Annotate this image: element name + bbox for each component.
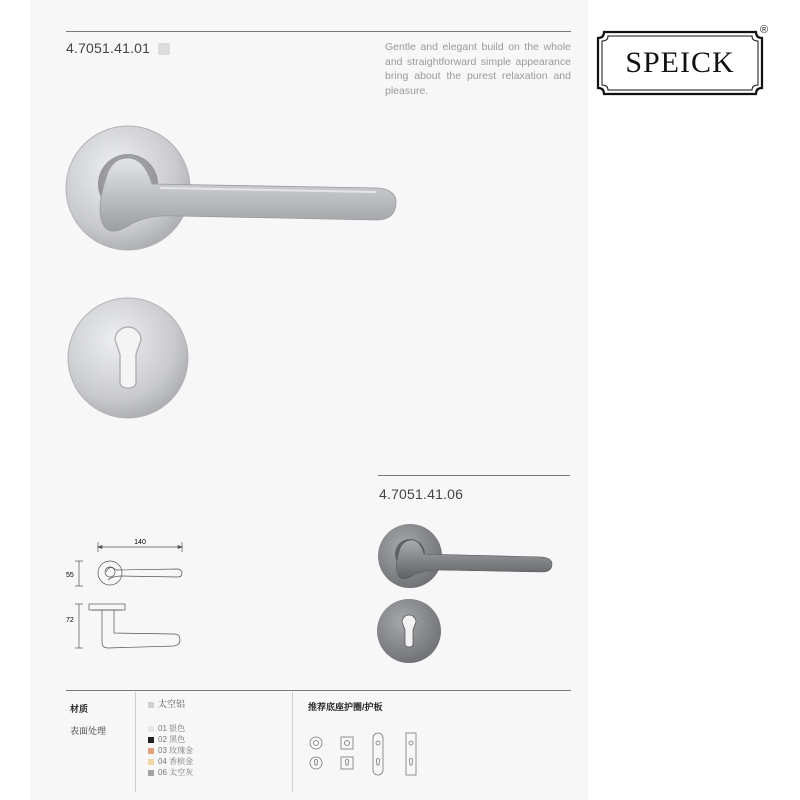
keyhole-rose-gray bbox=[376, 598, 442, 664]
product-code-top bbox=[66, 40, 170, 56]
finish-item bbox=[148, 756, 193, 767]
material-swatch bbox=[148, 702, 154, 708]
brand-logo bbox=[596, 30, 764, 96]
rose-options-icons bbox=[304, 730, 424, 778]
brand-name: SPEICK bbox=[625, 46, 735, 79]
finish-swatch-space-gray bbox=[148, 770, 154, 776]
material-value bbox=[148, 699, 185, 710]
finish-swatch-champagne bbox=[148, 759, 154, 765]
keyhole-rose-silver bbox=[66, 296, 190, 420]
top-rule bbox=[66, 31, 571, 32]
finish-label: 01 银色 bbox=[158, 724, 186, 733]
round-keyhole-icon bbox=[310, 757, 322, 769]
finish-swatch-rose-gold bbox=[148, 748, 154, 754]
dimension-rose-height: 55 bbox=[66, 572, 74, 579]
lever-handle-gray bbox=[374, 520, 554, 592]
finish-label: 02 黑色 bbox=[158, 735, 186, 744]
product-code-second: 4.7051.41.06 bbox=[379, 486, 464, 502]
dimension-projection: 72 bbox=[66, 617, 74, 624]
finish-swatch bbox=[158, 43, 170, 55]
finish-label: 04 香槟金 bbox=[158, 757, 194, 766]
surface-label: 表面处理 bbox=[70, 726, 107, 736]
finish-label: 06 太空灰 bbox=[158, 768, 194, 777]
lever-handle-silver bbox=[60, 118, 405, 258]
material-label: 材质 bbox=[70, 704, 89, 714]
spec-divider-right bbox=[292, 692, 293, 792]
finish-label: 03 玫瑰金 bbox=[158, 746, 194, 755]
finish-swatch-silver bbox=[148, 726, 154, 732]
recommended-label: 推荐底座护圈/护板 bbox=[308, 702, 383, 712]
technical-drawing bbox=[62, 536, 192, 656]
material-value-text: 太空铝 bbox=[158, 699, 186, 709]
dimension-length: 140 bbox=[134, 539, 146, 546]
narrow-plate-square-icon bbox=[406, 733, 416, 775]
finish-item bbox=[148, 734, 193, 745]
finish-list bbox=[148, 723, 193, 778]
registered-mark: ® bbox=[760, 24, 769, 36]
second-rule bbox=[378, 475, 570, 476]
narrow-plate-round-icon bbox=[373, 733, 383, 775]
product-code-text: 4.7051.41.01 bbox=[66, 40, 151, 56]
tagline: Gentle and elegant build on the whole and straightforward simple appearance bring about the purest relaxation and pleasure. bbox=[385, 41, 571, 97]
spec-rule bbox=[66, 690, 571, 691]
finish-item bbox=[148, 723, 193, 734]
finish-item bbox=[148, 767, 193, 778]
spec-divider-left bbox=[135, 692, 136, 792]
finish-item bbox=[148, 745, 193, 756]
finish-swatch-black bbox=[148, 737, 154, 743]
round-rose-icon bbox=[310, 737, 322, 749]
square-rose-icon bbox=[341, 737, 353, 749]
square-keyhole-icon bbox=[341, 757, 353, 769]
